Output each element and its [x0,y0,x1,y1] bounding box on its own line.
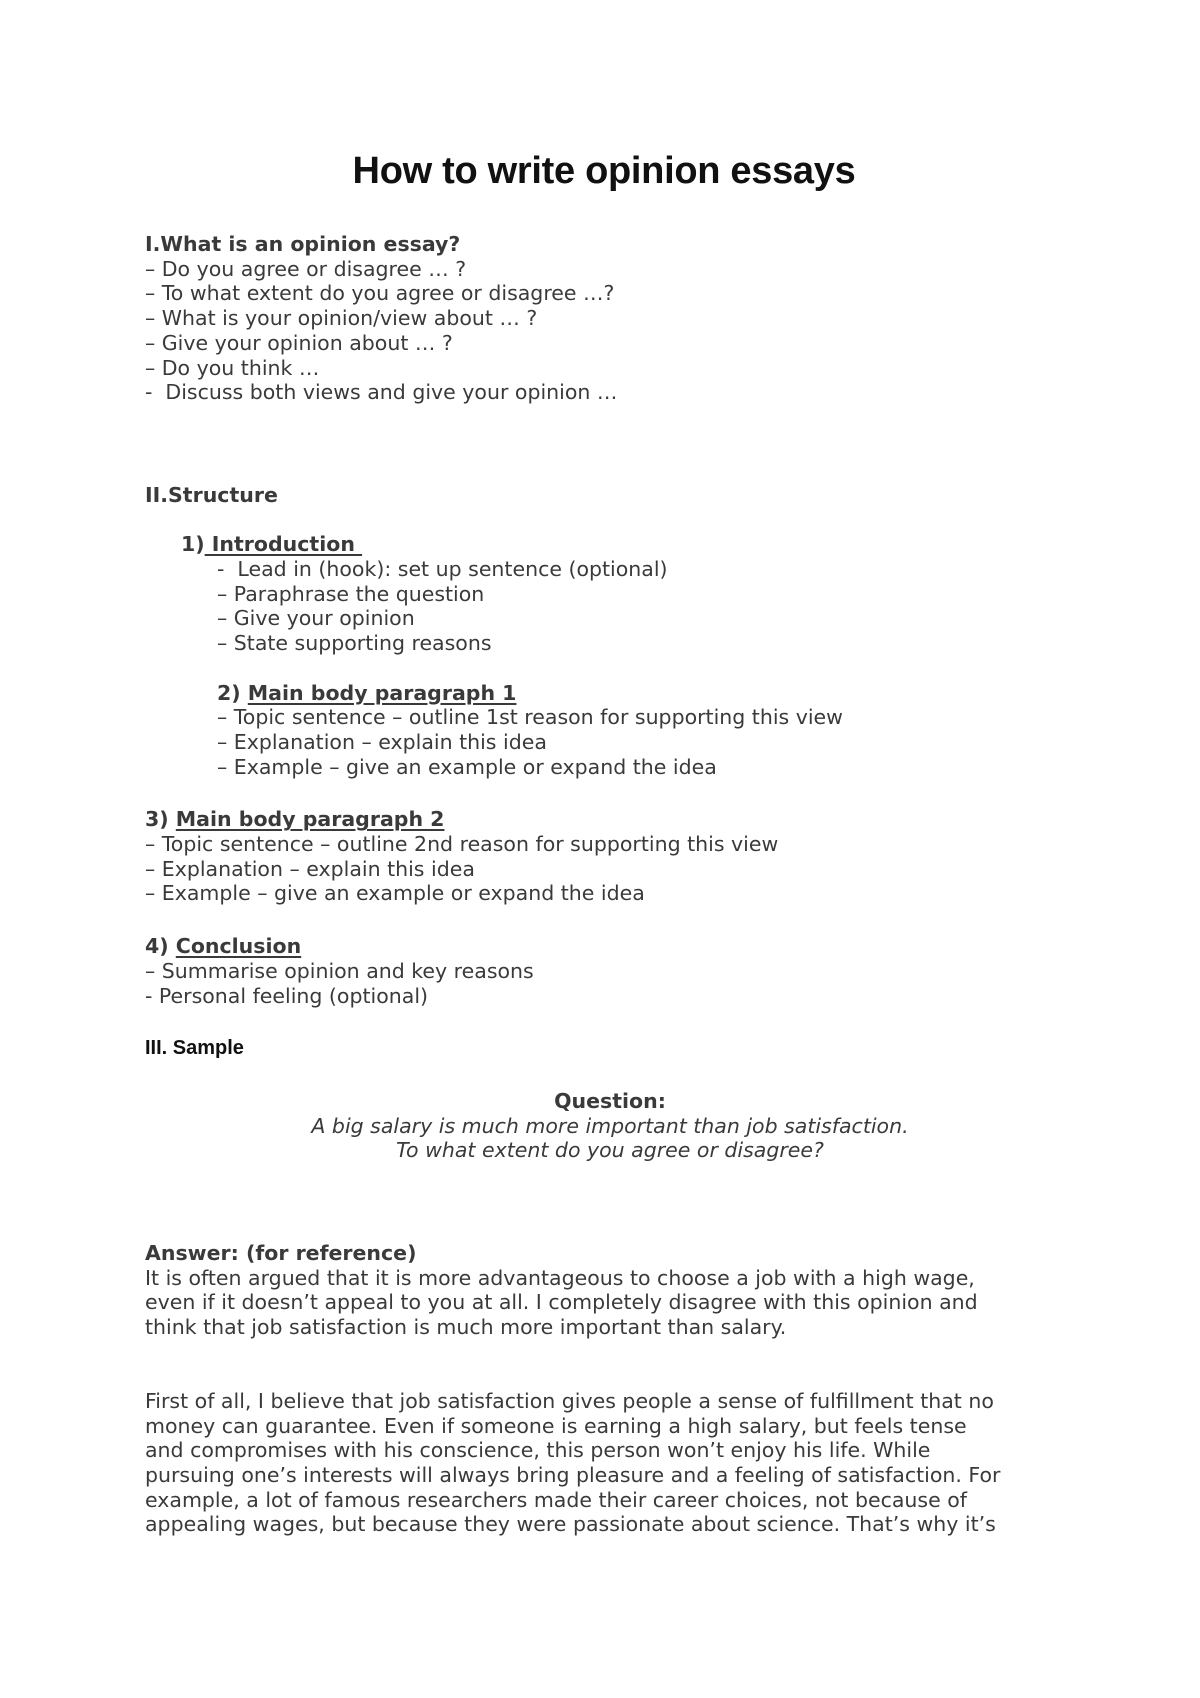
answer-line: even if it doesn’t appeal to you at all. I completely disagree with this opinion and [145,1290,978,1315]
body1-item: – Explanation – explain this idea [217,729,547,754]
body2-item: – Topic sentence – outline 2nd reason for supporting this view [145,832,779,857]
answer-label: Answer: (for reference) [145,1241,417,1266]
body2-title: Main body paragraph 2 [175,807,445,832]
conclusion-number: 4) [145,934,176,959]
conclusion-title: Conclusion [175,934,302,959]
answer-line: example, a lot of famous researchers made their career choices, not because of [145,1487,967,1512]
section-1-heading: I.What is an opinion essay? [145,232,461,256]
answer-line: and compromises with his conscience, this person won’t enjoy his life. While [145,1438,931,1463]
question-label: Question: [554,1088,666,1113]
answer-line: money can guarantee. Even if someone is earning a high salary, but feels tense [145,1413,967,1438]
section-2-heading: II.Structure [145,482,278,507]
answer-line: appealing wages, but because they were passionate about science. That’s why it’s [145,1512,996,1537]
body2-number: 3) [145,807,176,832]
intro-number: 1) [181,532,205,557]
section-1-item: – What is your opinion/view about … ? [145,306,538,331]
section-1-item: – Do you think … [145,355,320,380]
body1-heading [145,681,1075,706]
body1-number: 2) [217,680,248,705]
intro-item: – State supporting reasons [217,631,492,656]
body2-item: – Example – give an example or expand the idea [145,881,645,906]
body2-item: – Explanation – explain this idea [145,856,475,881]
conclusion-item: – Summarise opinion and key reasons [145,958,534,983]
intro-heading [145,532,1075,557]
page-title: How to write opinion essays [352,150,856,192]
question-text: To what extent do you agree or disagree? [396,1138,824,1163]
document-body [145,232,1075,1537]
answer-line: First of all, I believe that job satisfaction gives people a sense of fulfillment that no [145,1388,994,1413]
conclusion-heading [145,934,1075,959]
conclusion-item: - Personal feeling (optional) [145,983,429,1008]
section-1-item: - Discuss both views and give your opinion … [145,380,618,405]
intro-title: Introduction [204,532,363,557]
intro-item: - Lead in (hook): set up sentence (optional) [217,557,668,582]
answer-line: It is often argued that it is more advantageous to choose a job with a high wage, [145,1265,975,1290]
intro-item: – Give your opinion [217,606,415,631]
section-1-item: – To what extent do you agree or disagree …? [145,281,615,306]
section-1-item: – Do you agree or disagree … ? [145,256,467,281]
body1-title: Main body paragraph 1 [247,680,517,705]
section-3-heading: III. Sample [145,1037,244,1060]
answer-line: think that job satisfaction is much more important than salary. [145,1315,787,1340]
answer-line: pursuing one’s interests will always bring pleasure and a feeling of satisfaction. For [145,1462,1001,1487]
question-text: A big salary is much more important than job satisfaction. [311,1113,909,1138]
intro-item: – Paraphrase the question [217,581,485,606]
body2-heading [145,807,1075,832]
body1-item: – Topic sentence – outline 1st reason for supporting this view [217,705,843,730]
section-1-item: – Give your opinion about … ? [145,330,453,355]
body1-item: – Example – give an example or expand the idea [217,754,717,779]
